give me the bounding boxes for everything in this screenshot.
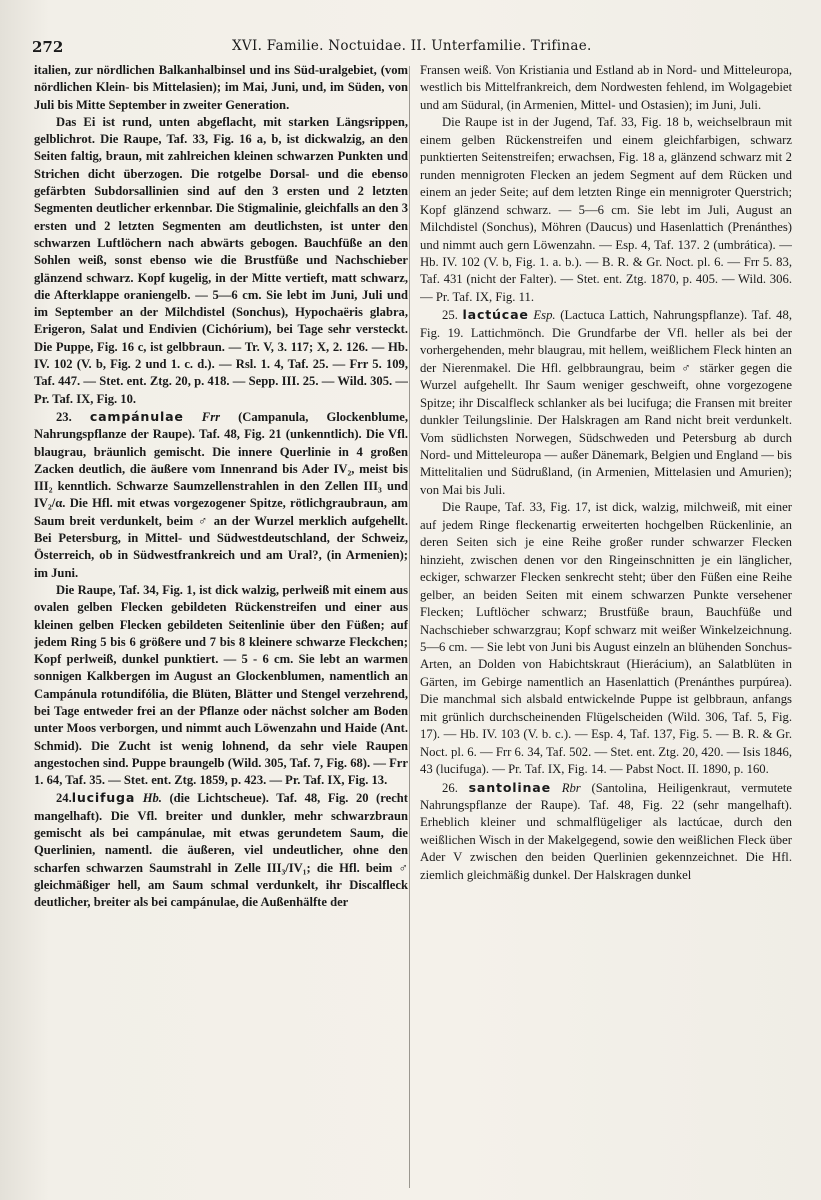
paragraph: Die Raupe ist in der Jugend, Taf. 33, Fig. 18 b, weichselbraun mit einem gelben Rückenstreifen und einem gleichfarbigen, schwarz punktierten Seitenstreifen; erwachsen, Fig. 18 a, glänzend schwarz mit 2 runden mennigroten Flecken an jedem Segment auf dem Rücken und einem an jeder Seite; auf dem letzten Ringe ein mennigroter Querstrich; Kopf glänzend schwarz. — 5—6 cm. Sie lebt im Juli, August an Milchdistel (Sonchus), Möhren (Daucus) und Hasenlattich (Prenánthes) und nimmt auch gern Löwenzahn. — Esp. 4, Taf. 137. 2 (umbrática). — Hb. IV. 102 (V. b, Fig. 1. a. b.). — B. R. & Gr. Noct. pl. 6. — Frr 5. 83, Taf. 431 (nicht der Falter). — Stet. ent. Ztg. 1870, p. 405. — Wild. 306. — Pr. Taf. IX, Fig. 11. — [420, 115, 792, 304]
species-author: Rbr — [561, 780, 581, 795]
paragraph: Die Raupe, Taf. 34, Fig. 1, ist dick walzig, perlweiß mit einem aus ovalen gelben Flecken gebildeten Rückenstreifen und einer aus kleinen gelben Flecken gebildeten Seitenlinie über den Füßen; auf jedem Ring 5 bis 6 größere und 7 bis 8 kleinere schwarze Fleckchen; Kopf perlweiß, dunkel punktiert. — 5 - 6 cm. Sie lebt an warmen sonnigen Kalkbergen im August an Glockenblumen, namentlich an Campánula rotundifólia, die Blüten, Blätter und Stengel verzehrend, bei Tage entweder frei an der Pflanze oder nächst solcher am Boden unter Moos verborgen, und nimmt auch Löwenzahn und Haide (Ant. Schmid). Die Zucht ist wenig lohnend, da sehr viele Raupen angestochen sind. Puppe braungelb (Wild. 305, Taf. 7, Fig. 68). — Frr 1. 64, Taf. 35. — Stet. ent. Ztg. 1859, p. 423. — Pr. Taf. IX, Fig. 13. — [34, 582, 408, 788]
species-number: 23. — [56, 409, 72, 424]
species-description: (Santolina, Heiligenkraut, vermutete Nahrungspflanze der Raupe). Taf. 48, Fig. 22 (sehr mangelhaft). Erheblich kleiner und schmalflügeliger als lactúcae, durch den weißlichen Wisch in der Makelgegend, sowie den weißlichen Fleck über Ader V zwischen den beiden Querlinien gekennzeichnet. Die Hfl. ziemlich gleichmäßig dunkel. Der Halskragen dunkel — [420, 780, 792, 882]
running-head: XVI. Familie. Noctuidae. II. Unterfamilie. Trifinae. — [232, 38, 592, 54]
species-number: 24. — [56, 791, 72, 806]
paragraph: Die Raupe, Taf. 33, Fig. 17, ist dick, walzig, milchweiß, mit einer auf jedem Ringe fleckenartig erweiterten hochgelben Rückenlinie, an deren Seiten sich je eine Reihe großer runder schwarzer Flecken hinzieht, zwischen denen vor den Ringeinschnitten je ein länglicher, eckiger, schwarzer Flecken senkrecht steht; über den Füßen eine Reihe gelber, an beiden Seiten mit einem schwarzen Punkte versehener Flecken; Luftlöcher schwarz; Brustfüße braun, Bauchfüße und Nachschieber schwarzgrau; Kopf schwarz mit weißer Winkelzeichnung. 5—6 cm. — Sie lebt von Juni bis August einzeln an blühenden Sonchus-Arten, an Dolden von Habichtskraut (Hierácium), an Salatblüten in Gärten, im Gebirge namentlich an Hasenlattich (Prenánthes purpúrea). Die manchmal sich alsbald entwickelnde Puppe ist gelbbraun, anfangs mit grünlich durchscheinenden Flügelscheiden (Wild. 306, Taf. 5, Fig. 17). — Hb. IV. 103 (V. b. c.). — Esp. 4, Taf. 137, Fig. 5. — B. R. & Gr. Noct. pl. 6. — Frr 6. 34, Taf. 502. — Stet. ent. Ztg. 20, 420. — Isis 1846, 43 (lucifuga). — Pr. Taf. IX, Fig. 14. — Pabst Noct. II. 1890, p. 160. — [420, 500, 792, 777]
species-number: 25. — [442, 308, 458, 323]
species-entry — [420, 306, 792, 499]
species-author: Hb. — [142, 791, 162, 806]
page-header — [32, 36, 793, 58]
species-number: 26. — [442, 780, 458, 795]
species-author: Frr — [201, 409, 220, 424]
species-entry — [34, 789, 408, 911]
paragraph: italien, zur nördlichen Balkanhalbinsel und ins Süd-uralgebiet, (vom nördlichen Klein- bis Mittelasien); im Mai, Juni, und, im Süden, von Juli bis Mitte September in zweiter Generation. — [34, 63, 408, 112]
right-column — [420, 62, 792, 1192]
species-description: (Campanula, Glockenblume, Nahrungspflanze der Raupe). Taf. 48, Fig. 21 (unkenntlich). Die Vfl. blaugrau, bräunlich gemischt. Die innere Querlinie in 4 großen Zacken deutlich, die äußere vom Innenrand bis Ader IV₂, meist bis III₂ kenntlich. Schwarze Saumzellenstrahlen in den Zellen III₃ und IV₂/α. Die Hfl. mit etwas vorgezogener Spitze, rötlichgraubraun, am Saum breit verdunkelt, beim ♂ an der Wurzel merklich aufgehellt. Bei Petersburg, in Mittel- und Südwestdeutschland, der Schweiz, Österreich, ob in Südwestfrankreich und am Ural?, (in Armenien); im Juni. — [34, 409, 408, 580]
species-name: santolinae — [468, 779, 551, 795]
column-divider — [409, 66, 410, 1188]
species-name: lucifuga — [71, 790, 136, 806]
species-description: (Lactuca Lattich, Nahrungspflanze). Taf. 48, Fig. 19. Lattichmönch. Die Grundfarbe der Vfl. heller als bei der vorhergehenden, mehr blaugrau, mit hellem, weißlichem Fleck hinten an der Nierenmakel. Die Hfl. gelbbraungrau, beim ♂ stärker gegen die Wurzel aufgehellt. Ihr Saum weniger geschweift, ohne vorgezogene Spitze; ihr Discalfleck schlanker als bei lucifuga; die Fransen mit breiter dunkler Teilungslinie. Der Halskragen am Rand nicht breit verdunkelt. Vom südlichsten Norwegen, Südschweden und Petersburg ab durch Nord- und Mitteleuropa — außer Dänemark, Belgien und England — bis Mittelitalien und Südrußland, (in Armenien, Mittelasien und Amurien); von Mai bis Juli. — [420, 308, 792, 497]
page-number: 272 — [32, 38, 64, 56]
paragraph: Fransen weiß. Von Kristiania und Estland ab in Nord- und Mitteleuropa, westlich bis Mittelfrankreich, dem Nordwesten fehlend, im Wolgagebiet und am Südural, (in Armenien, Mittel- und Ostasien); im Juni, Juli. — [420, 63, 792, 112]
left-column — [34, 62, 408, 1192]
species-name: lactúcae — [462, 307, 529, 323]
species-description: (die Lichtscheue). Taf. 48, Fig. 20 (recht mangelhaft). Die Vfl. breiter und dunkler, mehr schwarzbraun gemischt als bei campánulae, mit etwas gerundetem Saum, die Querlinien, namentl. die äußeren, viel undeutlicher, ohne den scharfen schwarzen Saumstrahl in Zelle III₃/IV₁; die Hfl. beim ♂ gleichmäßiger hell, am Saum schmal verdunkelt, ihr Discalfleck deutlicher, breiter als bei campánulae, die Außenhälfte der — [34, 791, 408, 910]
species-entry — [34, 408, 408, 582]
species-entry — [420, 779, 792, 885]
paragraph: Das Ei ist rund, unten abgeflacht, mit starken Längsrippen, gelblichrot. Die Raupe, Taf. 33, Fig. 16 a, b, ist dickwalzig, an den Seiten faltig, braun, mit zahlreichen kleinen schwarzen Punkten und Strichen dicht überzogen. Die rotgelbe Dorsal- und die ebenso gefärbten Subdorsallinien sind auf den 3 ersten und 2 letzten Segmenten deutlicher erkennbar. Die Stigmalinie, gleichfalls an den 3 ersten und 2 letzten Segmenten am deutlichsten, ist unter den schwarzen Luftlöchern nach abwärts gebogen. Bauchfüße an den Sohlen weiß, sonst ebenso wie die Brustfüße und Nachschieber glänzend schwarz. Kopf kugelig, in der Mitte vertieft, matt schwarz, die Afterklappe oraniengelb. — 5—6 cm. Sie lebt im Juni, Juli und im September an der Milchdistel (Sonchus), Hypochaëris glabra, Erigeron, Salat und Endivien (Cichórium), bei Tage sehr versteckt. Die Puppe, Fig. 16 c, ist gelbbraun. — Tr. V, 3. 117; X, 2. 126. — Hb. IV. 102 (V. b, Fig. 2 und 1. c. d.). — Rsl. 1. 4, Taf. 25. — Frr 5. 109, Taf. 447. — Stet. ent. Ztg. 20, p. 418. — Sepp. III. 25. — Wild. 305. — Pr. Taf. IX, Fig. 10. — [34, 114, 408, 406]
species-name: campánulae — [89, 408, 184, 424]
species-author: Esp. — [533, 308, 556, 323]
